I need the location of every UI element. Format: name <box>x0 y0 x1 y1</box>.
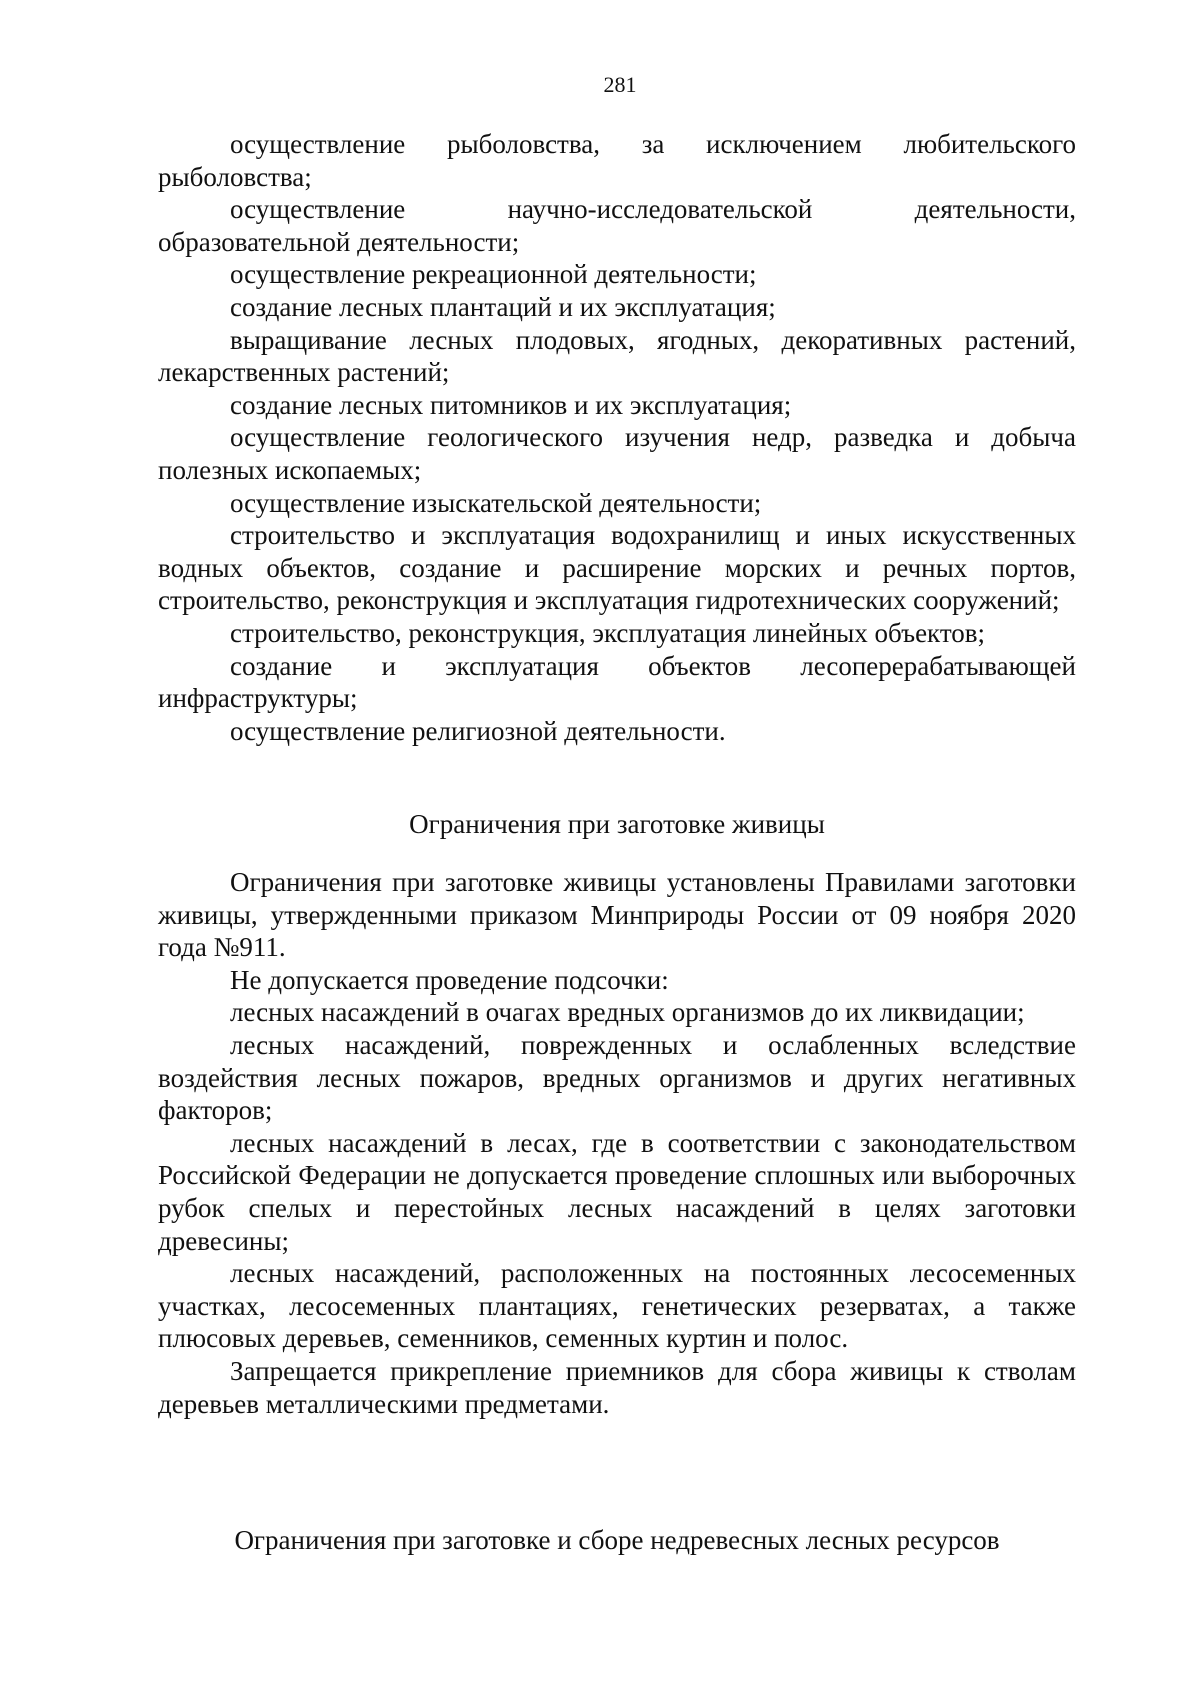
resin-restrictions <box>158 866 1076 1420</box>
section-heading-resin: Ограничения при заготовке живицы <box>409 809 825 839</box>
paragraph: Запрещается прикрепление приемников для сбора живицы к стволам деревьев металлическими предметами. <box>158 1355 1076 1419</box>
paragraph: создание лесных питомников и их эксплуатация; <box>230 389 792 420</box>
page-number: 281 <box>603 72 637 97</box>
section-heading-non-timber: Ограничения при заготовке и сборе недревесных лесных ресурсов <box>234 1525 1000 1555</box>
paragraph: создание и эксплуатация объектов лесоперерабатывающей инфраструктуры; <box>158 650 1076 714</box>
paragraph: строительство, реконструкция, эксплуатация линейных объектов; <box>230 617 986 648</box>
activity-list <box>158 128 1076 747</box>
paragraph: осуществление рыболовства, за исключением любительского рыболовства; <box>158 129 1076 192</box>
paragraph: создание лесных плантаций и их эксплуатация; <box>230 291 776 322</box>
paragraph: осуществление геологического изучения недр, разведка и добыча полезных ископаемых; <box>158 422 1076 485</box>
paragraph: осуществление изыскательской деятельности; <box>230 487 762 518</box>
paragraph: лесных насаждений в лесах, где в соответствии с законодательством Российской Федерации не допускается проведение сплошных или выборочных рубок спелых и перестойных лесных насаждений в целях заготовки древесины; <box>158 1127 1076 1256</box>
paragraph: осуществление рекреационной деятельности; <box>230 259 757 290</box>
paragraph: осуществление научно-исследовательской деятельности, образовательной деятельности; <box>158 194 1076 257</box>
paragraph: Не допускается проведение подсочки: <box>230 964 669 995</box>
paragraph: лесных насаждений в очагах вредных организмов до их ликвидации; <box>230 997 1025 1028</box>
paragraph: лесных насаждений, поврежденных и ослабленных вследствие воздействия лесных пожаров, вредных организмов и других негативных факторов; <box>158 1029 1076 1126</box>
paragraph: строительство и эксплуатация водохранилищ и иных искусственных водных объектов, создание и расширение морских и речных портов, строительство, реконструкция и эксплуатация гидротехнических сооружений; <box>158 520 1076 616</box>
paragraph: выращивание лесных плодовых, ягодных, декоративных растений, лекарственных растений; <box>158 324 1076 388</box>
paragraph: лесных насаждений, расположенных на постоянных лесосеменных участках, лесосеменных плантациях, генетических резерватах, а также плюсовых деревьев, семенников, семенных куртин и полос. <box>158 1258 1076 1354</box>
paragraph: Ограничения при заготовке живицы установлены Правилами заготовки живицы, утвержденными приказом Минприроды России от 09 ноября 2020 года №911. <box>158 867 1076 963</box>
paragraph: осуществление религиозной деятельности. <box>230 715 726 746</box>
